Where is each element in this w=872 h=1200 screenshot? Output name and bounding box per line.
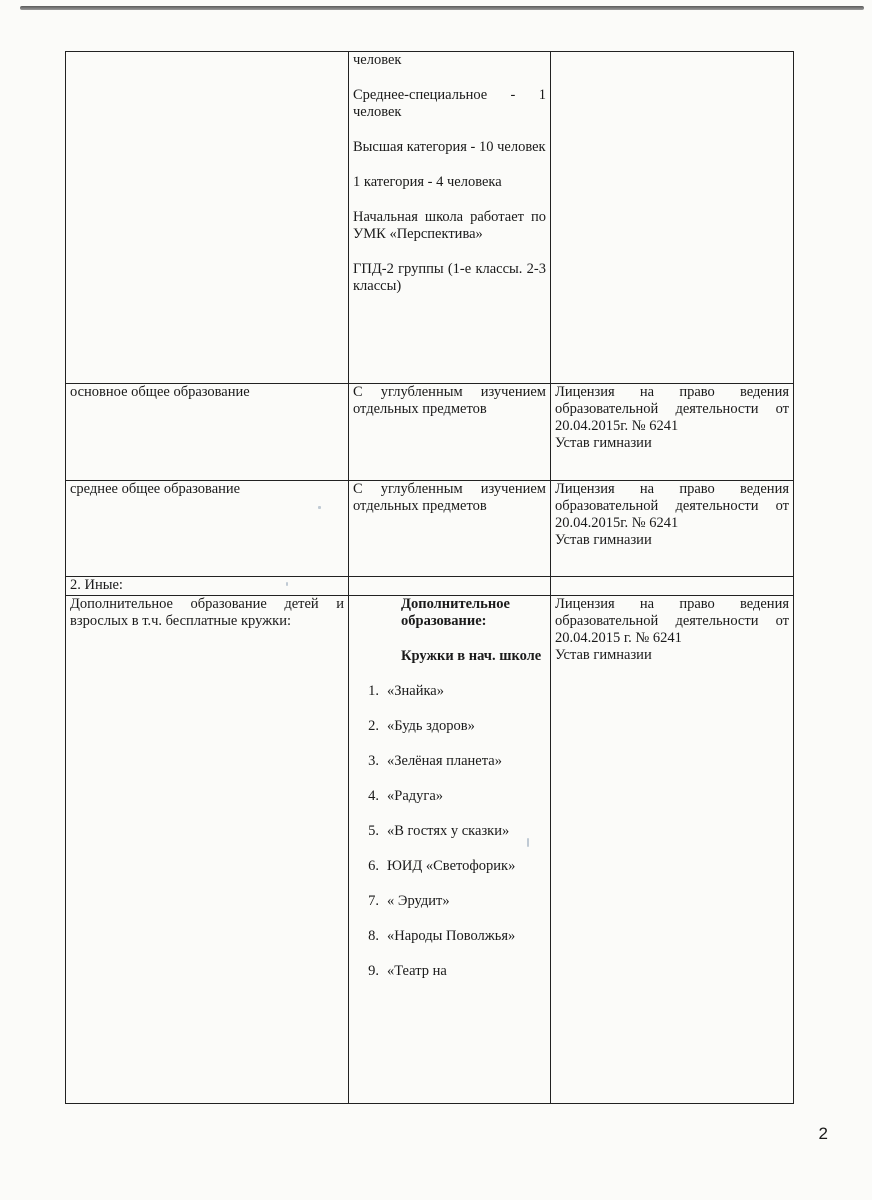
education-table (65, 51, 794, 1104)
list-number: 3. (368, 753, 379, 769)
list-number: 5. (368, 823, 379, 839)
list-number: 4. (368, 788, 379, 804)
club-name: «В гостях у сказки» (387, 823, 510, 839)
list-item (353, 823, 546, 840)
level-cell: основное общее образование (66, 384, 349, 481)
list-item (353, 893, 546, 910)
feature-cell: С углубленным изучением отдельных предметов (349, 384, 551, 481)
level-cell: Дополнительное образование детей и взрослых в т.ч. бесплатные кружки: (66, 596, 349, 1104)
level-cell (66, 52, 349, 384)
table-row (66, 596, 794, 1104)
list-item (353, 858, 546, 875)
list-number: 8. (368, 928, 379, 944)
staff-line: человек (353, 52, 402, 68)
empty-cell (349, 577, 551, 596)
section-header-cell: 2. Иные: (66, 577, 349, 596)
list-item (353, 788, 546, 805)
club-name: «Знайка» (387, 683, 444, 699)
docs-cell (551, 384, 794, 481)
list-number: 2. (368, 718, 379, 734)
scan-speck (527, 838, 529, 847)
staff-line: 1 категория - 4 человека (353, 174, 502, 190)
list-item (353, 753, 546, 770)
list-item (353, 928, 546, 945)
scan-speck (286, 582, 288, 586)
table-row (66, 384, 794, 481)
additional-heading: Дополнительное образование: (401, 596, 510, 629)
level-cell: среднее общее образование (66, 481, 349, 577)
clubs-subheading: Кружки в нач. школе (401, 648, 542, 664)
club-name: «Радуга» (387, 788, 444, 804)
staff-line: Среднее-специальное - 1 человек (353, 87, 546, 120)
club-name: ЮИД «Светофорик» (387, 858, 516, 874)
list-item (353, 718, 546, 735)
scan-edge (20, 6, 864, 10)
docs-cell (551, 596, 794, 1104)
staff-line: ГПД-2 группы (1-е классы. 2-3 классы) (353, 261, 546, 294)
feature-cell: С углубленным изучением отдельных предметов (349, 481, 551, 577)
list-number: 6. (368, 858, 379, 874)
table-row (66, 52, 794, 384)
clubs-cell (349, 596, 551, 1104)
staff-line: Начальная школа работает по УМК «Перспектива» (353, 209, 546, 242)
charter-text: Устав гимназии (555, 435, 652, 451)
table-row (66, 577, 794, 596)
charter-text: Устав гимназии (555, 647, 652, 663)
list-item (353, 963, 546, 980)
staff-info-cell (349, 52, 551, 384)
table-row (66, 481, 794, 577)
license-text: Лицензия на право ведения образовательной деятельности от 20.04.2015г. № 6241 (555, 481, 789, 531)
clubs-list (353, 683, 546, 980)
club-name: « Эрудит» (387, 893, 450, 909)
club-name: «Театр на (387, 963, 447, 979)
scan-speck (318, 506, 321, 509)
club-name: «Народы Поволжья» (387, 928, 516, 944)
staff-line: Высшая категория - 10 человек (353, 139, 546, 155)
empty-cell (551, 577, 794, 596)
page-number: 2 (818, 1124, 828, 1143)
list-item (353, 683, 546, 700)
list-number: 9. (368, 963, 379, 979)
docs-cell (551, 481, 794, 577)
list-number: 7. (368, 893, 379, 909)
license-text: Лицензия на право ведения образовательной деятельности от 20.04.2015г. № 6241 (555, 384, 789, 434)
list-number: 1. (368, 683, 379, 699)
club-name: «Зелёная планета» (387, 753, 502, 769)
license-text: Лицензия на право ведения образовательной деятельности от 20.04.2015 г. № 6241 (555, 596, 789, 646)
club-name: «Будь здоров» (387, 718, 475, 734)
docs-cell (551, 52, 794, 384)
charter-text: Устав гимназии (555, 532, 652, 548)
